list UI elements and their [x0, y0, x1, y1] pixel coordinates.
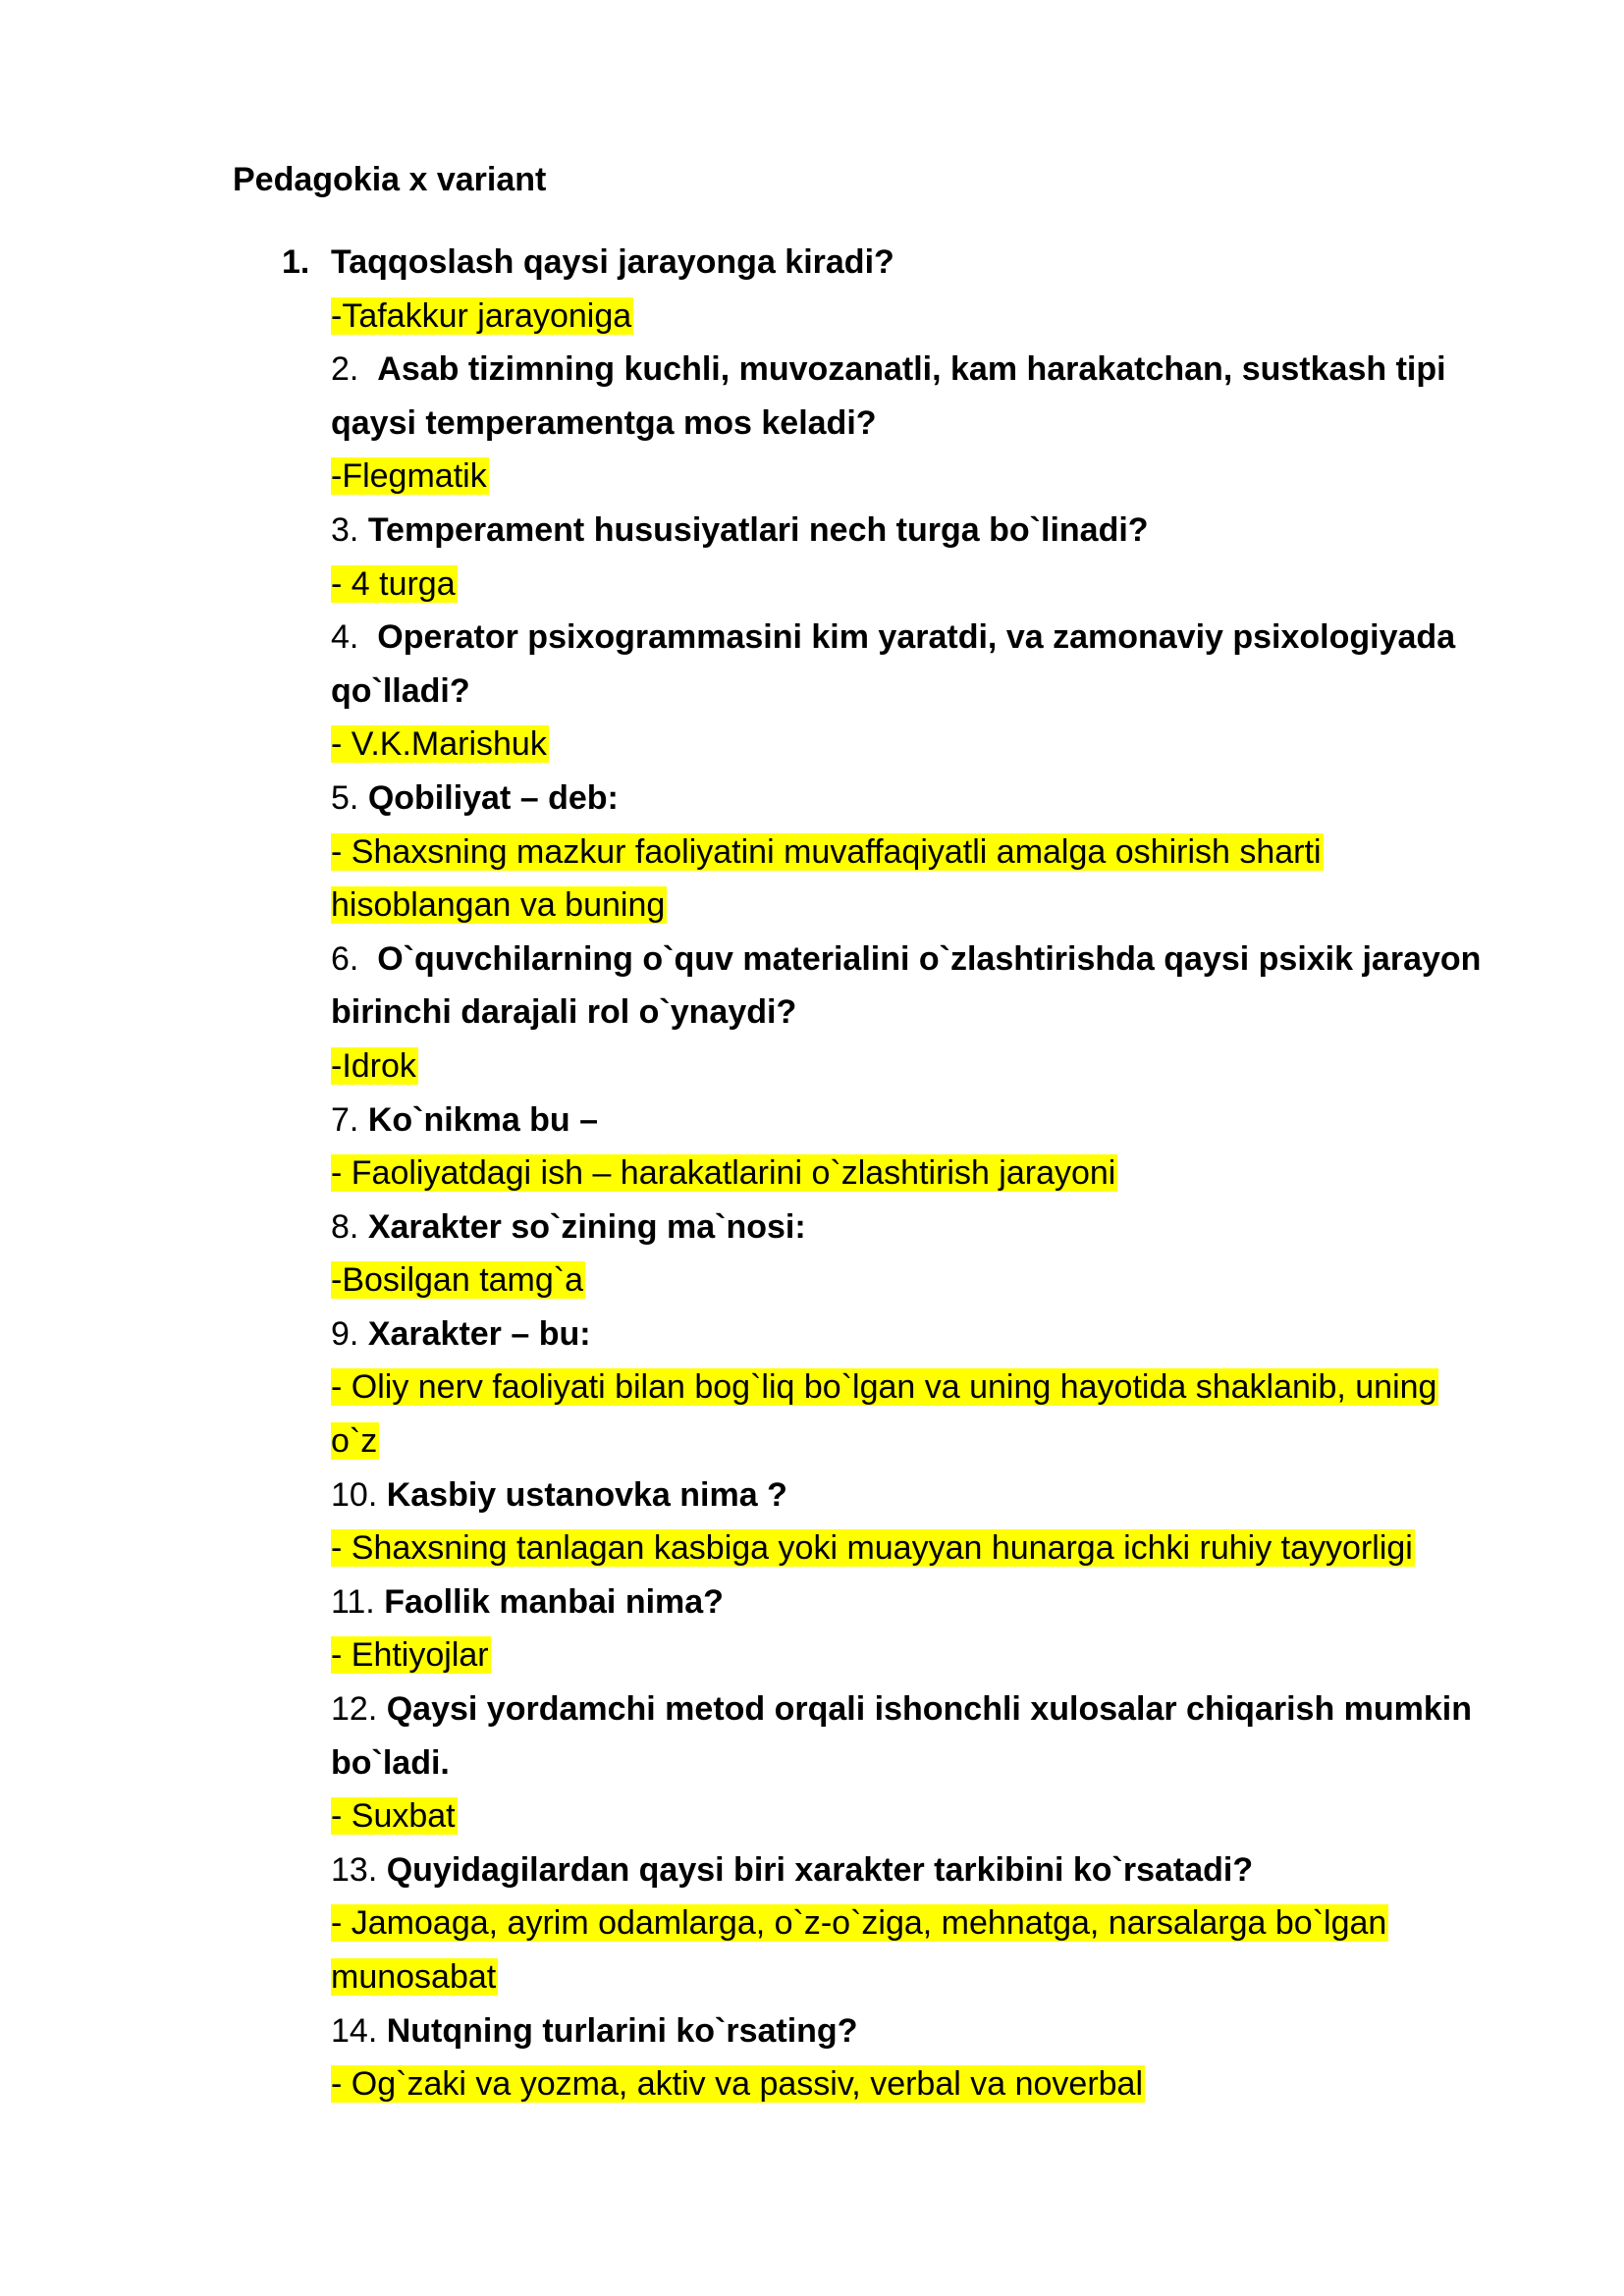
question-12: [331, 1682, 1529, 1736]
highlighted-answer: - Jamoaga, ayrim odamlarga, o`z-o`ziga, mehnatga, narsalarga bo`lgan: [331, 1904, 1387, 1943]
question-8: [331, 1201, 1529, 1255]
question-number: 2.: [331, 350, 359, 389]
question-13: [331, 1843, 1529, 1897]
highlighted-answer: - V.K.Marishuk: [331, 725, 547, 764]
question-9: [331, 1308, 1529, 1362]
question-text: Ko`nikma bu –: [367, 1100, 599, 1139]
question-number: 14.: [331, 2011, 378, 2050]
highlighted-answer: -Idrok: [331, 1046, 416, 1085]
question-text: Taqqoslash qaysi jarayonga kiradi?: [331, 243, 894, 281]
question-5: [331, 772, 1529, 826]
highlighted-answer: -Bosilgan tamg`a: [331, 1261, 584, 1300]
highlighted-answer: - Ehtiyojlar: [331, 1636, 489, 1675]
question-text: Nutqning turlarini ko`rsating?: [386, 2011, 858, 2050]
question-text: Qobiliyat – deb:: [367, 778, 619, 817]
question-2-cont: [331, 397, 1529, 451]
answer-1: [331, 290, 1529, 344]
highlighted-answer: hisoblangan va buning: [331, 886, 666, 925]
answer-2: [331, 450, 1529, 504]
question-text: Temperament hususiyatlari nech turga bo`linadi?: [367, 510, 1149, 549]
document-title: Pedagokia x variant: [233, 161, 547, 198]
highlighted-answer: - Shaxsning tanlagan kasbiga yoki muayyan hunarga ichki ruhiy tayyorligi: [331, 1529, 1413, 1568]
answer-10: [331, 1522, 1529, 1575]
highlighted-answer: -Flegmatik: [331, 457, 487, 496]
question-number: 6.: [331, 939, 359, 978]
answer-3: [331, 558, 1529, 612]
answer-7: [331, 1147, 1529, 1201]
question-text: qaysi temperamentga mos keladi?: [331, 403, 877, 442]
question-number: 1.: [282, 243, 310, 281]
question-number: 5.: [331, 778, 359, 817]
question-answer-list: [282, 236, 1529, 2111]
answer-5: [331, 826, 1529, 880]
question-14: [331, 2004, 1529, 2058]
answer-14: [331, 2057, 1529, 2111]
question-1: [282, 236, 1529, 290]
answer-8: [331, 1254, 1529, 1308]
question-6-cont: [331, 986, 1529, 1040]
question-4: [331, 611, 1529, 665]
question-11: [331, 1575, 1529, 1629]
question-text: Faollik manbai nima?: [384, 1582, 724, 1621]
question-number: 3.: [331, 510, 359, 549]
question-number: 11.: [331, 1582, 375, 1621]
answer-13-cont: [331, 1950, 1529, 2004]
question-number: 9.: [331, 1314, 359, 1353]
highlighted-answer: - Suxbat: [331, 1797, 456, 1836]
question-4-cont: [331, 665, 1529, 719]
highlighted-answer: - Faoliyatdagi ish – harakatlarini o`zlashtirish jarayoni: [331, 1154, 1116, 1193]
answer-6: [331, 1040, 1529, 1094]
question-number: 13.: [331, 1850, 378, 1889]
question-number: 7.: [331, 1100, 359, 1139]
question-number: 8.: [331, 1207, 359, 1246]
question-text: Quyidagilardan qaysi biri xarakter tarkibini ko`rsatadi?: [386, 1850, 1254, 1889]
question-text: Operator psixogrammasini kim yaratdi, va zamonaviy psixologiyada: [377, 618, 1456, 657]
question-number: 4.: [331, 618, 359, 657]
question-6: [331, 933, 1529, 987]
question-10: [331, 1468, 1529, 1522]
answer-12: [331, 1789, 1529, 1843]
question-text: birinchi darajali rol o`ynaydi?: [331, 993, 797, 1032]
answer-5-cont: [331, 879, 1529, 933]
question-text: O`quvchilarning o`quv materialini o`zlashtirishda qaysi psixik jarayon: [377, 939, 1482, 978]
question-text: Qaysi yordamchi metod orqali ishonchli xulosalar chiqarish mumkin: [386, 1690, 1473, 1729]
answer-4: [331, 718, 1529, 772]
highlighted-answer: - Oliy nerv faoliyati bilan bog`liq bo`lgan va uning hayotida shaklanib, uning: [331, 1368, 1437, 1407]
question-text: Xarakter – bu:: [367, 1314, 591, 1353]
highlighted-answer: o`z: [331, 1422, 378, 1461]
question-text: bo`ladi.: [331, 1743, 450, 1782]
question-3: [331, 504, 1529, 558]
question-text: qo`lladi?: [331, 671, 470, 710]
answer-13: [331, 1896, 1529, 1950]
question-number: 10.: [331, 1475, 378, 1514]
question-12-cont: [331, 1736, 1529, 1790]
question-number: 12.: [331, 1690, 378, 1729]
answer-9: [331, 1361, 1529, 1415]
highlighted-answer: munosabat: [331, 1958, 497, 1996]
highlighted-answer: -Tafakkur jarayoniga: [331, 296, 632, 335]
highlighted-answer: - 4 turga: [331, 564, 456, 603]
question-7: [331, 1094, 1529, 1148]
question-text: Xarakter so`zining ma`nosi:: [367, 1207, 806, 1246]
answer-11: [331, 1629, 1529, 1682]
question-text: Asab tizimning kuchli, muvozanatli, kam harakatchan, sustkash tipi: [377, 350, 1446, 389]
highlighted-answer: - Shaxsning mazkur faoliyatini muvaffaqiyatli amalga oshirish sharti: [331, 832, 1322, 871]
answer-9-cont: [331, 1415, 1529, 1468]
question-text: Kasbiy ustanovka nima ?: [386, 1475, 787, 1514]
highlighted-answer: - Og`zaki va yozma, aktiv va passiv, verbal va noverbal: [331, 2065, 1144, 2104]
question-2: [331, 343, 1529, 397]
